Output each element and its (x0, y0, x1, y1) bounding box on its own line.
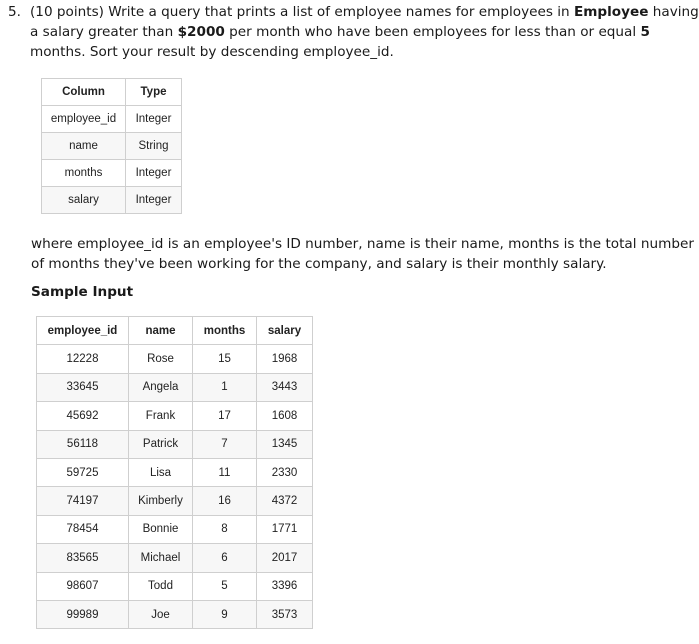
employee-id-cell: 56118 (37, 430, 129, 458)
schema-header-column: Column (42, 79, 126, 106)
sample-header-row (37, 317, 313, 345)
months-cell: 17 (193, 402, 257, 430)
employee-id-cell: 59725 (37, 458, 129, 486)
months-cell: 5 (193, 572, 257, 600)
employee-id-cell: 12228 (37, 345, 129, 373)
name-cell: Michael (129, 544, 193, 572)
sample-header-name: name (129, 317, 193, 345)
question-text (8, 2, 699, 62)
schema-table (41, 78, 182, 214)
salary-cell: 3396 (257, 572, 313, 600)
salary-threshold: $2000 (177, 24, 225, 40)
schema-row (42, 133, 182, 160)
schema-cell: salary (42, 187, 126, 214)
question-line-3: months. Sort your result by descending employee_id. (30, 44, 394, 60)
months-cell: 7 (193, 430, 257, 458)
table-row (37, 487, 313, 515)
schema-header-row (42, 79, 182, 106)
salary-cell: 4372 (257, 487, 313, 515)
table-name-employee: Employee (573, 4, 649, 20)
schema-row (42, 160, 182, 187)
months-cell: 9 (193, 600, 257, 628)
name-cell: Lisa (129, 458, 193, 486)
employee-id-cell: 78454 (37, 515, 129, 543)
question-number: 5. (8, 4, 21, 20)
months-cell: 8 (193, 515, 257, 543)
name-cell: Rose (129, 345, 193, 373)
name-cell: Joe (129, 600, 193, 628)
name-cell: Kimberly (129, 487, 193, 515)
schema-cell: String (126, 133, 182, 160)
months-cell: 1 (193, 373, 257, 401)
salary-cell: 3573 (257, 600, 313, 628)
question-line-1: 5. (10 points) Write a query that prints a list of employee names for employees in Employee having (8, 4, 699, 20)
schema-cell: Integer (126, 187, 182, 214)
table-row (37, 458, 313, 486)
months-cell: 11 (193, 458, 257, 486)
sample-header-employee-id: employee_id (37, 317, 129, 345)
description-line: of months they've been working for the company, and salary is their monthly salary. (31, 256, 607, 272)
sample-input-table (36, 316, 313, 629)
description-line: where employee_id is an employee's ID number, name is their name, months is the total number (31, 236, 694, 252)
employee-id-cell: 83565 (37, 544, 129, 572)
name-cell: Patrick (129, 430, 193, 458)
question-line-2: a salary greater than $2000 per month who have been employees for less than or equal 5 (30, 24, 650, 40)
employee-id-cell: 74197 (37, 487, 129, 515)
employee-id-cell: 98607 (37, 572, 129, 600)
employee-id-cell: 33645 (37, 373, 129, 401)
schema-cell: Integer (126, 160, 182, 187)
sample-header-salary: salary (257, 317, 313, 345)
table-row (37, 373, 313, 401)
schema-cell: employee_id (42, 106, 126, 133)
name-cell: Frank (129, 402, 193, 430)
name-cell: Todd (129, 572, 193, 600)
salary-cell: 1968 (257, 345, 313, 373)
description-text (31, 234, 694, 274)
months-cell: 6 (193, 544, 257, 572)
salary-cell: 1608 (257, 402, 313, 430)
schema-cell: Integer (126, 106, 182, 133)
table-row (37, 345, 313, 373)
salary-cell: 1345 (257, 430, 313, 458)
table-row (37, 600, 313, 628)
sample-header-months: months (193, 317, 257, 345)
salary-cell: 2017 (257, 544, 313, 572)
salary-cell: 3443 (257, 373, 313, 401)
employee-id-cell: 99989 (37, 600, 129, 628)
schema-cell: name (42, 133, 126, 160)
salary-cell: 2330 (257, 458, 313, 486)
months-cell: 16 (193, 487, 257, 515)
months-threshold: 5 (640, 24, 650, 40)
table-row (37, 572, 313, 600)
table-row (37, 430, 313, 458)
employee-id-cell: 45692 (37, 402, 129, 430)
months-cell: 15 (193, 345, 257, 373)
sample-input-heading: Sample Input (31, 284, 134, 300)
schema-header-type: Type (126, 79, 182, 106)
table-row (37, 515, 313, 543)
table-row (37, 544, 313, 572)
schema-row (42, 106, 182, 133)
table-row (37, 402, 313, 430)
schema-cell: months (42, 160, 126, 187)
salary-cell: 1771 (257, 515, 313, 543)
schema-row (42, 187, 182, 214)
name-cell: Bonnie (129, 515, 193, 543)
name-cell: Angela (129, 373, 193, 401)
